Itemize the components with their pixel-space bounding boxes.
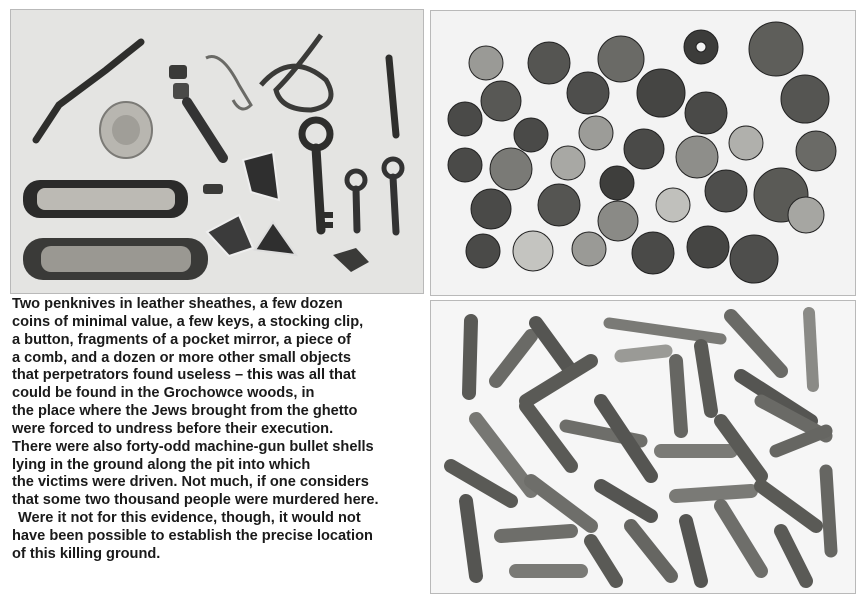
caption-line: of this killing ground.	[12, 545, 161, 562]
caption-line: lying in the ground along the pit into which	[12, 456, 311, 473]
caption-line: have been possible to establish the precise location	[12, 527, 373, 544]
coin	[600, 166, 634, 200]
coin	[624, 129, 664, 169]
coin	[729, 126, 763, 160]
photo-coins	[430, 10, 856, 296]
coin	[598, 201, 638, 241]
coin	[572, 232, 606, 266]
caption-line: that perpetrators found useless – this was all that	[12, 367, 356, 384]
coin	[632, 232, 674, 274]
coin	[730, 235, 778, 283]
coin	[469, 46, 503, 80]
coin	[788, 197, 824, 233]
coin	[538, 184, 580, 226]
coin	[796, 131, 836, 171]
bullet-shell	[701, 346, 711, 411]
bullet-shell	[466, 501, 476, 576]
small-fragment	[169, 65, 187, 79]
bullet-shell	[501, 531, 571, 536]
bullet-shell	[826, 471, 831, 551]
caption-line: a button, fragments of a pocket mirror, a piece of	[12, 331, 351, 348]
bullet-shell	[621, 351, 666, 356]
caption-line: the place where the Jews brought from the ghetto	[12, 403, 358, 420]
objects-illustration	[11, 10, 423, 293]
coin	[528, 42, 570, 84]
coin	[579, 116, 613, 150]
shells-illustration	[431, 301, 855, 593]
coin	[676, 136, 718, 178]
caption-line: There were also forty-odd machine-gun bullet shells	[12, 438, 374, 455]
caption-line: a comb, and a dozen or more other small objects	[12, 349, 351, 366]
coins-illustration	[431, 11, 855, 295]
coin	[514, 118, 548, 152]
coin	[466, 234, 500, 268]
caption-line: that some two thousand people were murdered here.	[12, 492, 379, 509]
coin	[749, 22, 803, 76]
caption-line: the victims were driven. Not much, if one considers	[12, 474, 369, 491]
coin	[448, 148, 482, 182]
coin	[685, 92, 727, 134]
photo-caption	[12, 296, 424, 564]
bullet-shell	[676, 361, 681, 431]
coin	[471, 189, 511, 229]
bullet-shell	[809, 313, 813, 386]
coin	[687, 226, 729, 268]
coin	[656, 188, 690, 222]
caption-line: Were it not for this evidence, though, it would not	[18, 510, 361, 527]
photo-objects	[10, 9, 424, 294]
bullet-shell	[469, 321, 471, 393]
coin	[481, 81, 521, 121]
coin	[598, 36, 644, 82]
caption-line: coins of minimal value, a few keys, a stocking clip,	[12, 313, 364, 330]
coin	[513, 231, 553, 271]
coin	[781, 75, 829, 123]
caption-line: Two penknives in leather sheathes, a few dozen	[12, 296, 343, 312]
coin	[490, 148, 532, 190]
coin	[637, 69, 685, 117]
bullet-shell	[676, 491, 751, 496]
coin	[551, 146, 585, 180]
photo-shells	[430, 300, 856, 594]
caption-line: were forced to undress before their execution.	[12, 420, 334, 437]
caption-line: could be found in the Grochowce woods, in	[12, 385, 315, 402]
coin	[705, 170, 747, 212]
coin	[448, 102, 482, 136]
coin	[567, 72, 609, 114]
